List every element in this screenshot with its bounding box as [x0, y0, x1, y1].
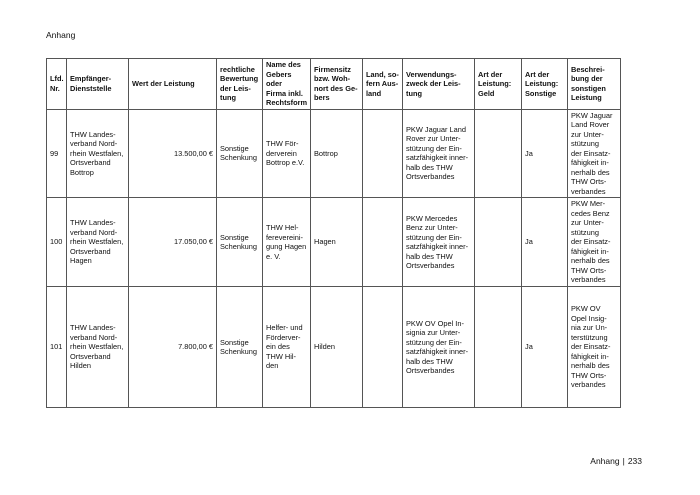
cell-geber: THW Hel- ferevereini- gung Hagen e. V.	[263, 198, 311, 287]
header-geber: Name des Gebers oder Firma inkl. Rechtsform	[263, 59, 311, 110]
cell-beschreibung: PKW Mer- cedes Benz zur Unter- stützung der Einsatz- fähigkeit in- nerhalb des THW Orts- verbandes	[568, 198, 621, 287]
header-verwendungszweck: Verwendungs- zweck der Leis- tung	[403, 59, 475, 110]
cell-empfaenger: THW Landes- verband Nord- rhein Westfalen, Ortsverband Hagen	[67, 198, 129, 287]
header-art-sonstige: Art der Leistung: Sonstige	[522, 59, 568, 110]
cell-firmensitz: Bottrop	[311, 109, 363, 198]
cell-art-sonstige: Ja	[522, 109, 568, 198]
cell-art-sonstige: Ja	[522, 198, 568, 287]
table-row	[47, 109, 621, 198]
header-art-geld: Art der Leistung: Geld	[475, 59, 522, 110]
page-number: 233	[627, 456, 642, 466]
cell-wert: 13.500,00 €	[129, 109, 217, 198]
header-wert: Wert der Leistung	[129, 59, 217, 110]
table-row	[47, 198, 621, 287]
header-lfd-nr: Lfd. Nr.	[47, 59, 67, 110]
section-title: Anhang	[46, 30, 76, 40]
cell-geber: THW För- derverein Bottrop e.V.	[263, 109, 311, 198]
table-row	[47, 287, 621, 408]
header-empfaenger: Empfänger- Dienststelle	[67, 59, 129, 110]
cell-verwendungszweck: PKW Jaguar Land Rover zur Unter- stützung der Ein- satzfähigkeit inner- halb des THW Ortsverbandes	[403, 109, 475, 198]
cell-wert: 17.050,00 €	[129, 198, 217, 287]
cell-lfd-nr: 101	[47, 287, 67, 408]
header-beschreibung: Beschrei- bung der sonstigen Leistung	[568, 59, 621, 110]
donations-table	[46, 58, 621, 408]
cell-geber: Helfer- und Förderver- ein des THW Hil- den	[263, 287, 311, 408]
header-land: Land, so- fern Aus- land	[363, 59, 403, 110]
cell-firmensitz: Hagen	[311, 198, 363, 287]
cell-bewertung: Sonstige Schenkung	[217, 109, 263, 198]
header-firmensitz: Firmensitz bzw. Woh- nort des Ge- bers	[311, 59, 363, 110]
cell-lfd-nr: 99	[47, 109, 67, 198]
cell-art-sonstige: Ja	[522, 287, 568, 408]
footer-label: Anhang	[590, 456, 620, 466]
cell-empfaenger: THW Landes- verband Nord- rhein Westfalen, Ortsverband Hilden	[67, 287, 129, 408]
cell-verwendungszweck: PKW OV Opel In- signia zur Unter- stützung der Ein- satzfähigkeit inner- halb des THW Ortsverbandes	[403, 287, 475, 408]
cell-art-geld	[475, 198, 522, 287]
header-bewertung: rechtliche Bewertung der Leis- tung	[217, 59, 263, 110]
cell-land	[363, 198, 403, 287]
table-header-row	[47, 59, 621, 110]
cell-bewertung: Sonstige Schenkung	[217, 198, 263, 287]
cell-empfaenger: THW Landes- verband Nord- rhein Westfalen, Ortsverband Bottrop	[67, 109, 129, 198]
footer-separator: |	[622, 456, 625, 466]
cell-land	[363, 287, 403, 408]
cell-beschreibung: PKW Jaguar Land Rover zur Unter- stützung der Einsatz- fähigkeit in- nerhalb des THW Orts- verbandes	[568, 109, 621, 198]
cell-firmensitz: Hilden	[311, 287, 363, 408]
page-footer	[590, 456, 642, 466]
cell-lfd-nr: 100	[47, 198, 67, 287]
cell-beschreibung: PKW OV Opel Insig- nia zur Un- terstützung der Einsatz- fähigkeit in- nerhalb des THW Orts- verbandes	[568, 287, 621, 408]
cell-wert: 7.800,00 €	[129, 287, 217, 408]
cell-art-geld	[475, 287, 522, 408]
cell-bewertung: Sonstige Schenkung	[217, 287, 263, 408]
cell-art-geld	[475, 109, 522, 198]
cell-verwendungszweck: PKW Mercedes Benz zur Unter- stützung der Ein- satzfähigkeit inner- halb des THW Ortsverbandes	[403, 198, 475, 287]
cell-land	[363, 109, 403, 198]
